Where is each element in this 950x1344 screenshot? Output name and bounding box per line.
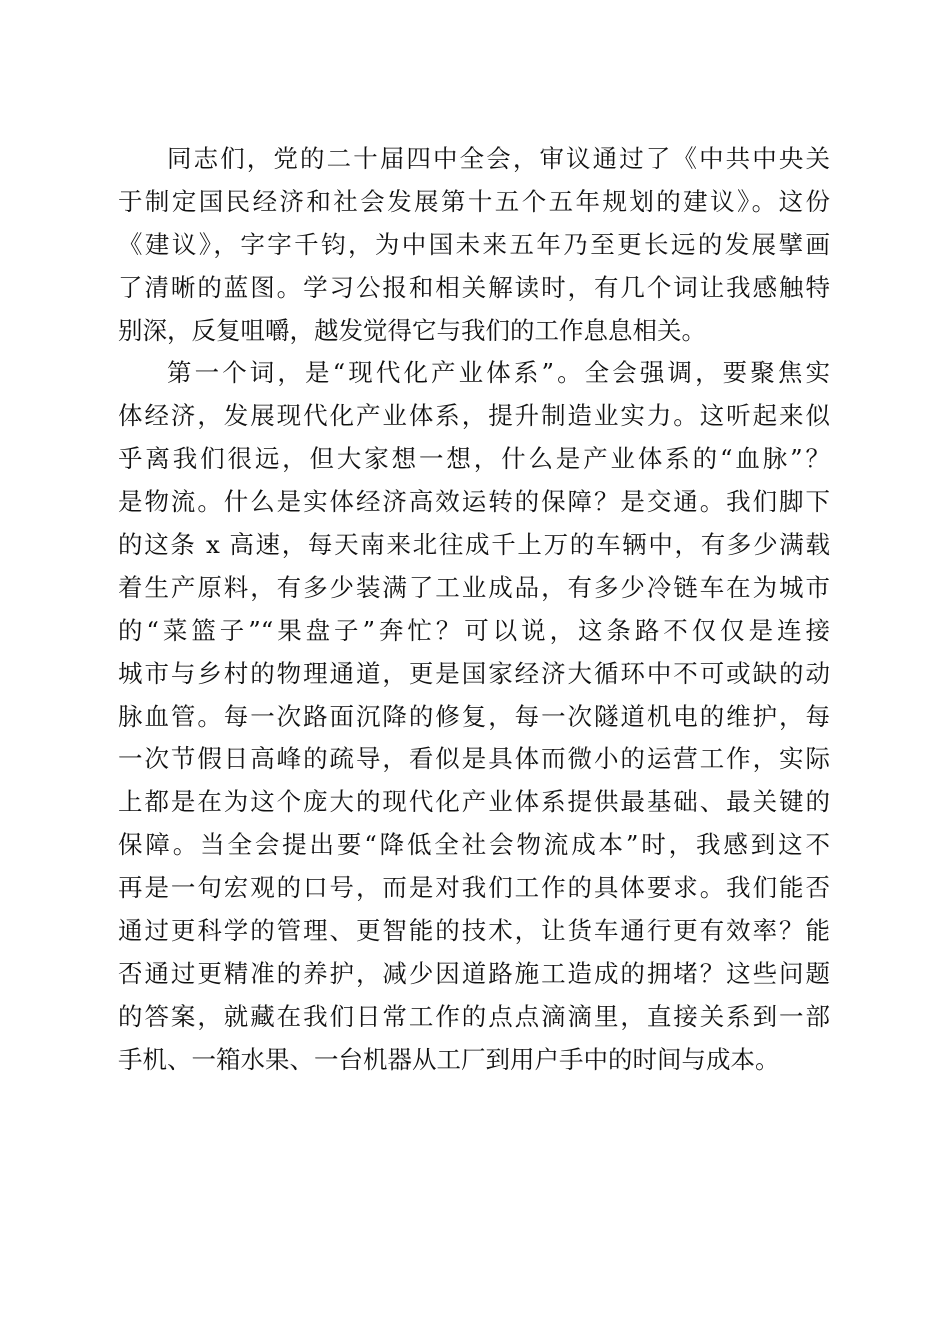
- paragraph-line: 的答案，就藏在我们日常工作的点点滴滴里，直接关系到一部: [118, 1001, 830, 1031]
- paragraph-line: 上都是在为这个庞大的现代化产业体系提供最基础、最关键的: [118, 787, 830, 817]
- paragraph-line: 了清晰的蓝图。学习公报和相关解读时，有几个词让我感触特: [118, 272, 830, 302]
- paragraph-line: 《建议》，字字千钧，为中国未来五年乃至更长远的发展擘画: [118, 229, 830, 259]
- paragraph-line: 城市与乡村的物理通道，更是国家经济大循环中不可或缺的动: [118, 658, 830, 688]
- paragraph-first-keyword: [118, 352, 830, 1081]
- document-body: [118, 138, 830, 1082]
- paragraph-line: 乎离我们很远，但大家想一想，什么是产业体系的“血脉”？: [118, 444, 830, 474]
- paragraph-line: 的“菜篮子”“果盘子”奔忙？可以说，这条路不仅仅是连接: [118, 615, 830, 645]
- paragraph-intro: [118, 138, 830, 352]
- paragraph-line: 别深，反复咀嚼，越发觉得它与我们的工作息息相关。: [118, 315, 706, 345]
- paragraph-line: 再是一句宏观的口号，而是对我们工作的具体要求。我们能否: [118, 873, 830, 903]
- paragraph-line: 着生产原料，有多少装满了工业成品，有多少冷链车在为城市: [118, 572, 830, 602]
- paragraph-line: 的这条 x 高速，每天南来北往成千上万的车辆中，有多少满载: [118, 530, 830, 560]
- paragraph-line: 一次节假日高峰的疏导，看似是具体而微小的运营工作，实际: [118, 744, 830, 774]
- paragraph-line: 否通过更精准的养护，减少因道路施工造成的拥堵？这些问题: [118, 958, 830, 988]
- paragraph-line: 通过更科学的管理、更智能的技术，让货车通行更有效率？能: [118, 916, 830, 946]
- paragraph-line: 体经济，发展现代化产业体系，提升制造业实力。这听起来似: [118, 401, 830, 431]
- paragraph-line: 手机、一箱水果、一台机器从工厂到用户手中的时间与成本。: [118, 1044, 780, 1074]
- paragraph-line: 脉血管。每一次路面沉降的修复，每一次隧道机电的维护，每: [118, 701, 830, 731]
- paragraph-line: 是物流。什么是实体经济高效运转的保障？是交通。我们脚下: [118, 487, 830, 517]
- paragraph-line: 第一个词，是“现代化产业体系”。全会强调，要聚焦实: [167, 358, 830, 388]
- paragraph-line: 保障。当全会提出要“降低全社会物流成本”时，我感到这不: [118, 830, 830, 860]
- paragraph-line: 同志们，党的二十届四中全会，审议通过了《中共中央关: [167, 144, 830, 173]
- paragraph-line: 于制定国民经济和社会发展第十五个五年规划的建议》。这份: [118, 186, 830, 216]
